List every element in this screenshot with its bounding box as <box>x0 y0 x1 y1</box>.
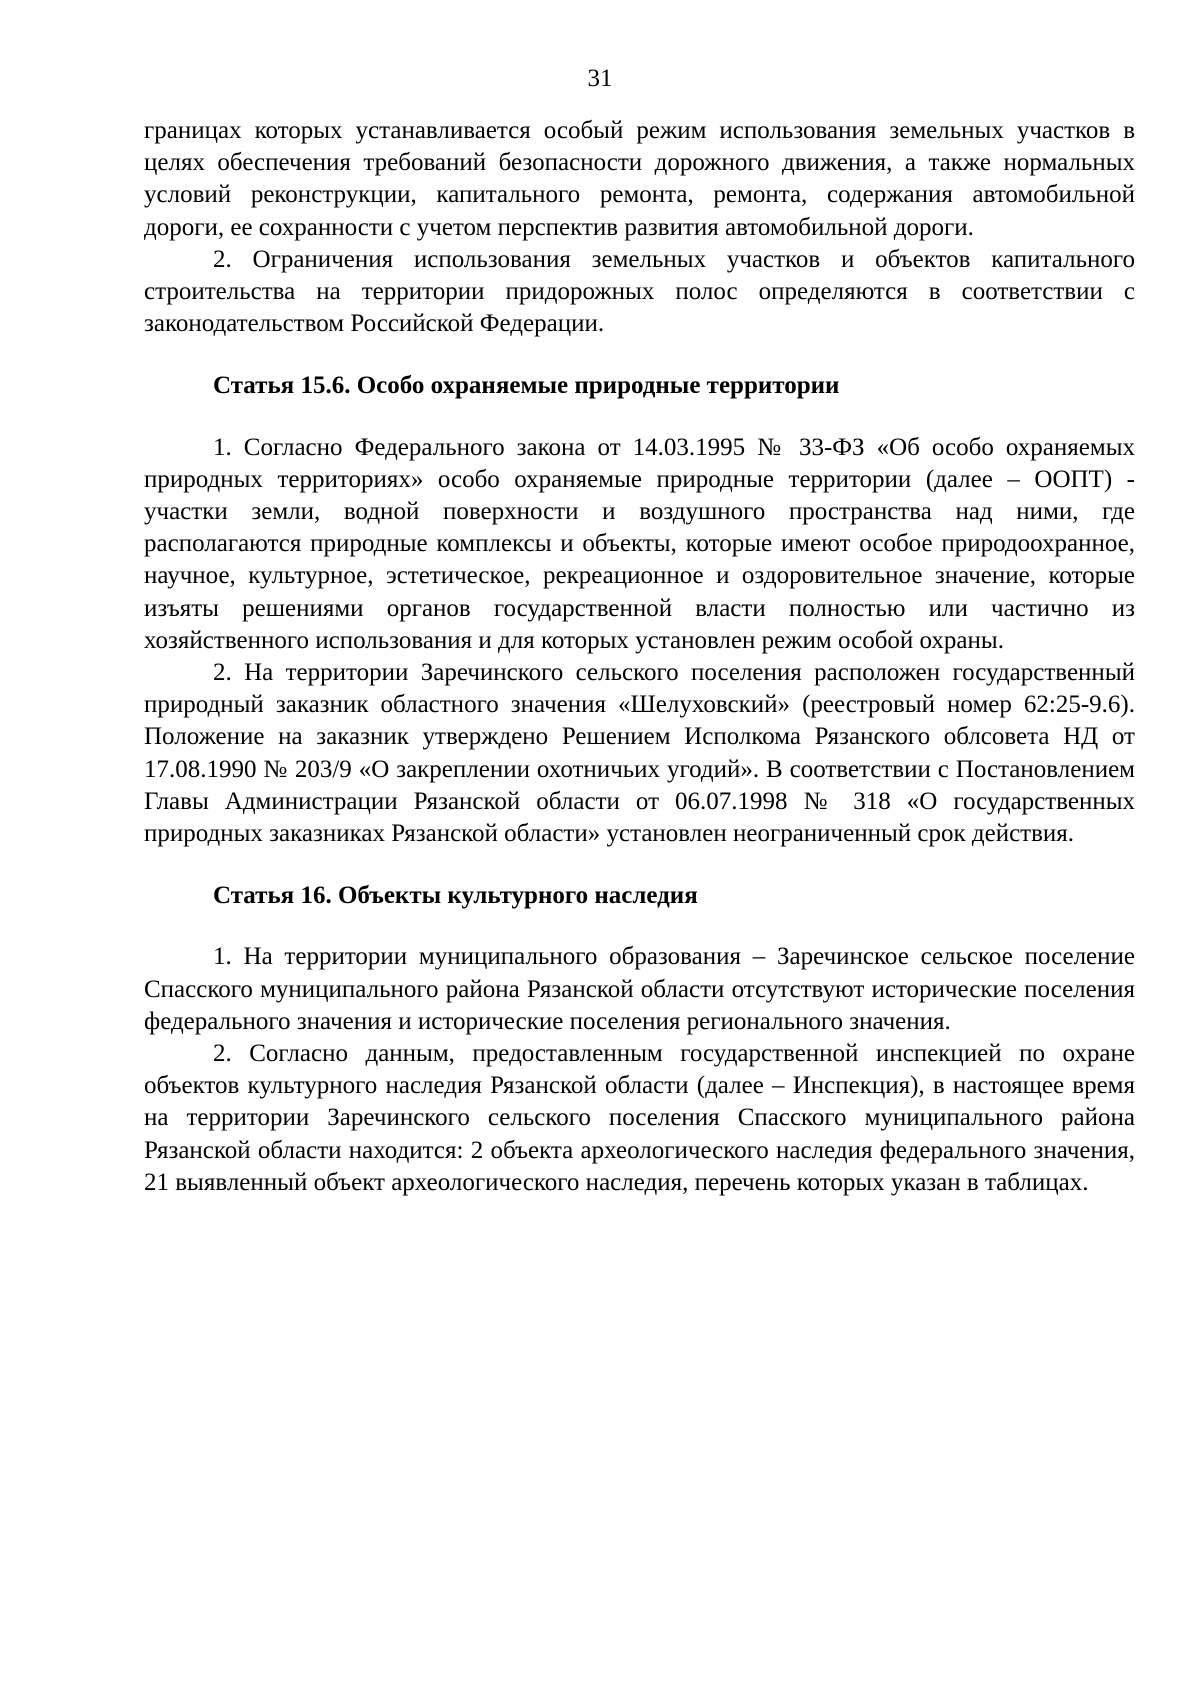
paragraph-sheluhovsky-reserve: 2. На территории Заречинского сельского поселения расположен государственный природный заказник областного значения «Шелуховский» (реестровый номер 62:25-9.6). Положение на заказник утверждено Решением Исполкома Рязанского облсовета НД от 17.08.1990 № 203/9 «О закреплении охотничьих угодий». В соответствии с Постановлением Главы Администрации Рязанской области от 06.07.1998 № 318 «О государственных природных заказниках Рязанской области» установлен неограниченный срок действия. <box>144 659 1135 848</box>
spacer <box>144 850 1135 880</box>
paragraph-roadside-restrictions: 2. Ограничения использования земельных участков и объектов капитального строительства на территории придорожных полос определяются в соответствии с законодательством Российской Федерации. <box>144 245 1135 338</box>
paragraph-protected-areas-definition: 1. Согласно Федерального закона от 14.03.1995 № 33-ФЗ «Об особо охраняемых природных территориях» особо охраняемые природные территории (далее – ООПТ) - участки земли, водной поверхности и воздушного пространства над ними, где располагаются природные комплексы и объекты, которые имеют особое природоохранное, научное, культурное, эстетическое, рекреационное и оздоровительное значение, которые изъяты решениями органов государственной власти полностью или частично из хозяйственного использования и для которых установлен режим особой охраны. <box>144 433 1135 654</box>
heading-article-15-6: Статья 15.6. Особо охраняемые природные территории <box>213 372 840 400</box>
spacer <box>144 340 1135 370</box>
paragraph-roadside-regime: границах которых устанавливается особый режим использования земельных участков в целях обеспечения требований безопасности дорожного движения, а также нормальных условий реконструкции, капитального ремонта, ремонта, содержания автомобильной дороги, ее сохранности с учетом перспектив развития автомобильной дороги. <box>144 117 1135 241</box>
page-number: 31 <box>587 65 613 92</box>
heading-article-16: Статья 16. Объекты культурного наследия <box>213 882 698 910</box>
document-body <box>144 115 1135 1199</box>
paragraph-archaeological-heritage: 2. Согласно данным, предоставленным государственной инспекцией по охране объектов культурного наследия Рязанской области (далее – Инспекция), в настоящее время на территории Заречинского сельского поселения Спасского муниципального района Рязанской области находится: 2 объекта археологического наследия федерального значения, 21 выявленный объект археологического наследия, перечень которых указан в таблицах. <box>144 1040 1135 1196</box>
paragraph-historic-settlements: 1. На территории муниципального образования – Заречинское сельское поселение Спасского муниципального района Рязанской области отсутствуют исторические поселения федерального значения и исторические поселения регионального значения. <box>144 943 1135 1035</box>
spacer <box>144 912 1135 941</box>
spacer <box>144 403 1135 432</box>
